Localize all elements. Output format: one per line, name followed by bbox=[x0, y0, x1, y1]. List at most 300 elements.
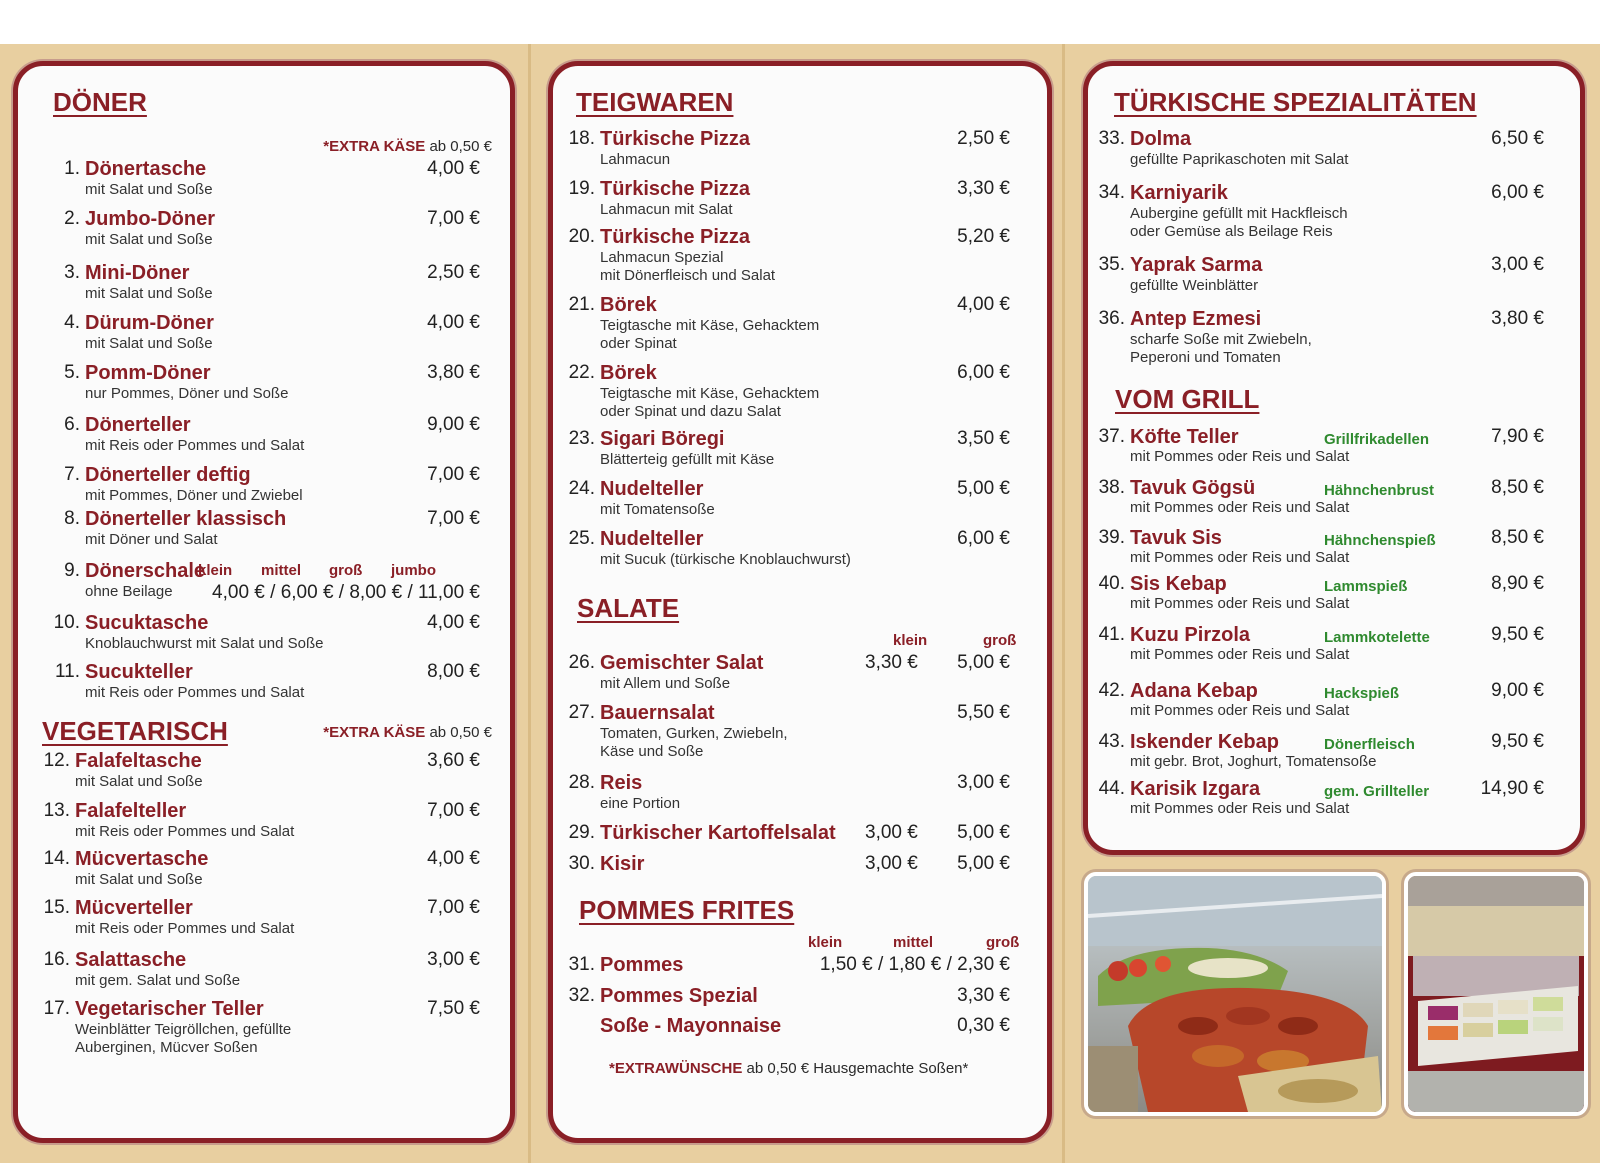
item-name: Tavuk Sis bbox=[1130, 527, 1222, 549]
item-number: 37. bbox=[1098, 426, 1125, 447]
extra-wishes-label: *EXTRAWÜNSCHE bbox=[609, 1060, 743, 1077]
item-price: 7,00 € bbox=[427, 508, 480, 529]
item-description-line: Lahmacun bbox=[600, 151, 671, 168]
item-description-line: Teigtasche mit Käse, Gehacktem bbox=[600, 385, 820, 402]
extra-wishes-note bbox=[609, 1060, 968, 1077]
item-name: Tavuk Gögsü bbox=[1130, 477, 1256, 499]
item-description bbox=[1130, 646, 1349, 664]
extra-cheese-label: *EXTRA KÄSE bbox=[323, 138, 426, 155]
section-title-grill: VOM GRILL bbox=[1115, 384, 1260, 414]
item-price: 4,00 € bbox=[957, 294, 1010, 315]
item-description bbox=[85, 684, 304, 702]
item-description-line: mit Pommes oder Reis und Salat bbox=[1130, 448, 1350, 465]
item-price: 5,20 € bbox=[957, 226, 1010, 247]
item-description bbox=[1130, 151, 1348, 169]
item-number: 1. bbox=[64, 158, 80, 179]
item-name: Adana Kebap bbox=[1130, 680, 1258, 702]
item-number: 23. bbox=[568, 428, 595, 449]
item-description-line: Lahmacun mit Salat bbox=[600, 201, 733, 218]
item-description bbox=[1130, 753, 1377, 771]
item-description bbox=[600, 501, 715, 519]
menu-item bbox=[1088, 426, 1544, 474]
item-name: Türkische Pizza bbox=[600, 128, 751, 150]
item-price: 4,00 € / 6,00 € / 8,00 € / 11,00 € bbox=[212, 582, 480, 603]
section-title-spezialitaeten: TÜRKISCHE SPEZIALITÄTEN bbox=[1114, 87, 1477, 117]
item-number: 25. bbox=[568, 528, 595, 549]
item-description-line: mit Salat und Soße bbox=[85, 285, 213, 302]
item-description-line: Knoblauchwurst mit Salat und Soße bbox=[85, 635, 324, 652]
item-number: 34. bbox=[1098, 182, 1125, 203]
menu-item bbox=[33, 949, 480, 997]
section-title-pommes: POMMES FRITES bbox=[579, 895, 795, 925]
item-price: 3,80 € bbox=[427, 362, 480, 383]
item-german-name: Lammspieß bbox=[1324, 578, 1408, 595]
item-description-line: mit Pommes oder Reis und Salat bbox=[1130, 702, 1350, 719]
item-description bbox=[75, 823, 294, 841]
item-name: Börek bbox=[600, 362, 657, 384]
item-german-name: Grillfrikadellen bbox=[1324, 431, 1430, 448]
menu-item bbox=[1088, 778, 1544, 826]
item-description bbox=[75, 1021, 291, 1057]
item-name: Sucuktasche bbox=[85, 612, 209, 634]
item-number: 8. bbox=[64, 508, 80, 529]
item-price: 9,50 € bbox=[1491, 731, 1544, 752]
item-description-line: Weinblätter Teigröllchen, gefüllte bbox=[75, 1021, 292, 1038]
item-description-line: Aubergine gefüllt mit Hackfleisch bbox=[1130, 205, 1348, 222]
menu-item bbox=[558, 478, 1010, 526]
item-number: 9. bbox=[64, 560, 80, 581]
item-description bbox=[600, 551, 851, 569]
item-description bbox=[85, 335, 213, 353]
item-number: 33. bbox=[1098, 128, 1125, 149]
menu-item bbox=[558, 362, 1010, 420]
item-description bbox=[75, 871, 203, 889]
item-number: 39. bbox=[1098, 527, 1125, 548]
menu-item bbox=[43, 158, 480, 206]
item-price: 6,50 € bbox=[1491, 128, 1544, 149]
menu-item bbox=[1088, 680, 1544, 728]
item-description bbox=[600, 317, 819, 353]
menu-item bbox=[43, 508, 480, 556]
item-description bbox=[85, 531, 218, 549]
extra-cheese-price: ab 0,50 € bbox=[429, 724, 492, 741]
menu-item bbox=[43, 464, 480, 512]
item-description-line: mit Reis oder Pommes und Salat bbox=[75, 823, 295, 840]
item-description bbox=[1130, 277, 1258, 295]
item-german-name: Lammkotelette bbox=[1324, 629, 1430, 646]
menu-item bbox=[43, 414, 480, 462]
item-german-name: Hähnchenspieß bbox=[1324, 532, 1436, 549]
item-description-line: mit Dönerfleisch und Salat bbox=[600, 267, 776, 284]
item-description bbox=[600, 725, 788, 761]
item-description-line: mit gem. Salat und Soße bbox=[75, 972, 241, 989]
item-number: 20. bbox=[568, 226, 595, 247]
section-title-salate: SALATE bbox=[577, 593, 680, 623]
menu-item bbox=[558, 128, 1010, 176]
fold-line bbox=[1062, 44, 1065, 1163]
item-name: Karniyarik bbox=[1130, 182, 1228, 204]
menu-item bbox=[558, 1015, 1010, 1063]
item-name: Türkischer Kartoffelsalat bbox=[600, 822, 836, 844]
item-number: 28. bbox=[568, 772, 595, 793]
item-price: 3,00 € bbox=[427, 949, 480, 970]
item-price-small: 3,00 € bbox=[865, 853, 918, 874]
item-description-line: mit Reis oder Pommes und Salat bbox=[85, 684, 305, 701]
item-description-line: mit Salat und Soße bbox=[85, 181, 213, 198]
item-number: 13. bbox=[43, 800, 70, 821]
item-description-line: Käse und Soße bbox=[600, 743, 704, 760]
item-description-line: mit Salat und Soße bbox=[85, 335, 213, 352]
item-description bbox=[75, 920, 294, 938]
item-description bbox=[1130, 205, 1348, 241]
menu-item bbox=[1088, 624, 1544, 672]
item-number: 10. bbox=[53, 612, 80, 633]
item-description-line: mit gebr. Brot, Joghurt, Tomatensoße bbox=[1130, 753, 1377, 770]
menu-item bbox=[1088, 731, 1544, 779]
item-price: 6,00 € bbox=[957, 362, 1010, 383]
item-name: Salattasche bbox=[75, 949, 187, 971]
item-name: Falafelteller bbox=[75, 800, 187, 822]
item-number: 26. bbox=[568, 652, 595, 673]
item-price: 4,00 € bbox=[427, 312, 480, 333]
item-number: 19. bbox=[568, 178, 595, 199]
item-price: 3,80 € bbox=[1491, 308, 1544, 329]
item-name: Türkische Pizza bbox=[600, 178, 751, 200]
food-buffet-photo bbox=[1084, 872, 1386, 1116]
item-name: Dönerteller bbox=[85, 414, 191, 436]
menu-item bbox=[1088, 128, 1544, 176]
menu-item bbox=[1088, 477, 1544, 525]
item-number: 32. bbox=[568, 985, 595, 1006]
item-description-line: nur Pommes, Döner und Soße bbox=[85, 385, 289, 402]
item-description-line: oder Gemüse als Beilage Reis bbox=[1130, 223, 1333, 240]
menu-item bbox=[43, 612, 480, 660]
item-name: Mücvertasche bbox=[75, 848, 209, 870]
item-description bbox=[75, 972, 240, 990]
item-number: 18. bbox=[568, 128, 595, 149]
item-price: 4,00 € bbox=[427, 612, 480, 633]
item-description bbox=[85, 385, 288, 403]
item-description-line: mit Salat und Soße bbox=[75, 773, 203, 790]
item-name: Antep Ezmesi bbox=[1130, 308, 1262, 330]
item-name: Yaprak Sarma bbox=[1130, 254, 1263, 276]
item-description bbox=[85, 181, 213, 199]
item-description-line: Peperoni und Tomaten bbox=[1130, 349, 1281, 366]
menu-item bbox=[33, 848, 480, 896]
item-number: 3. bbox=[64, 262, 80, 283]
item-description bbox=[600, 451, 774, 469]
extra-cheese-price: ab 0,50 € bbox=[429, 138, 492, 155]
item-description-line: mit Reis oder Pommes und Salat bbox=[85, 437, 305, 454]
section-title-teigwaren: TEIGWAREN bbox=[576, 87, 734, 117]
item-description bbox=[85, 285, 213, 303]
item-price: 3,00 € bbox=[957, 772, 1010, 793]
item-name: Börek bbox=[600, 294, 657, 316]
item-number: 6. bbox=[64, 414, 80, 435]
item-price: 6,00 € bbox=[1491, 182, 1544, 203]
item-name: Dönerteller klassisch bbox=[85, 508, 287, 530]
item-description-line: ohne Beilage bbox=[85, 583, 173, 600]
item-name: Dönertasche bbox=[85, 158, 207, 180]
item-name: Türkische Pizza bbox=[600, 226, 751, 248]
size-label: mittel bbox=[261, 562, 302, 579]
item-description-line: gefüllte Weinblätter bbox=[1130, 277, 1259, 294]
section-title-vegetarisch: VEGETARISCH bbox=[42, 716, 228, 746]
item-name: Pommes Spezial bbox=[600, 985, 758, 1007]
menu-brochure bbox=[0, 44, 1600, 1163]
item-number: 30. bbox=[568, 853, 595, 874]
item-number: 12. bbox=[43, 750, 70, 771]
item-price: 9,00 € bbox=[1491, 680, 1544, 701]
item-number: 42. bbox=[1098, 680, 1125, 701]
menu-item bbox=[33, 800, 480, 848]
menu-item bbox=[558, 772, 1010, 820]
item-description-line: Lahmacun Spezial bbox=[600, 249, 724, 266]
item-description-line: Tomaten, Gurken, Zwiebeln, bbox=[600, 725, 788, 742]
item-description bbox=[1130, 549, 1349, 567]
size-label: jumbo bbox=[391, 562, 436, 579]
menu-item bbox=[558, 702, 1010, 760]
item-number: 17. bbox=[43, 998, 70, 1019]
menu-item bbox=[558, 226, 1010, 284]
menu-item bbox=[33, 998, 480, 1056]
item-name: Kisir bbox=[600, 853, 645, 875]
item-description bbox=[1130, 499, 1349, 517]
item-number: 36. bbox=[1098, 308, 1125, 329]
item-name: Dürum-Döner bbox=[85, 312, 214, 334]
menu-item bbox=[1088, 254, 1544, 302]
item-description bbox=[85, 583, 173, 601]
item-price: 5,00 € bbox=[957, 478, 1010, 499]
item-name: Dönerteller deftig bbox=[85, 464, 251, 486]
item-price: 6,00 € bbox=[957, 528, 1010, 549]
item-price: 3,30 € bbox=[957, 178, 1010, 199]
item-description bbox=[600, 795, 680, 813]
item-number: 7. bbox=[64, 464, 80, 485]
item-description bbox=[75, 773, 203, 791]
menu-item bbox=[43, 312, 480, 360]
menu-item bbox=[43, 362, 480, 410]
item-description bbox=[1130, 702, 1349, 720]
item-description bbox=[600, 385, 819, 421]
menu-item bbox=[558, 853, 1010, 901]
item-number: 21. bbox=[568, 294, 595, 315]
item-name: Reis bbox=[600, 772, 643, 794]
salad-counter-photo bbox=[1404, 872, 1588, 1116]
item-price: 9,00 € bbox=[427, 414, 480, 435]
item-number: 40. bbox=[1098, 573, 1125, 594]
item-description bbox=[1130, 800, 1349, 818]
item-description-line: oder Spinat bbox=[600, 335, 677, 352]
item-price: 7,00 € bbox=[427, 800, 480, 821]
menu-item bbox=[558, 294, 1010, 352]
item-price: 7,00 € bbox=[427, 464, 480, 485]
menu-item bbox=[43, 661, 480, 709]
menu-item bbox=[43, 560, 480, 608]
item-german-name: gem. Grillteller bbox=[1324, 783, 1430, 800]
item-price: 4,00 € bbox=[427, 848, 480, 869]
item-description-line: mit Salat und Soße bbox=[75, 871, 203, 888]
item-price: 8,50 € bbox=[1491, 527, 1544, 548]
item-description-line: mit Sucuk (türkische Knoblauchwurst) bbox=[600, 551, 851, 568]
menu-item bbox=[43, 262, 480, 310]
menu-item bbox=[558, 528, 1010, 576]
item-name: Mücverteller bbox=[75, 897, 193, 919]
item-name: Gemischter Salat bbox=[600, 652, 764, 674]
item-description-line: mit Pommes oder Reis und Salat bbox=[1130, 549, 1350, 566]
item-price: 5,50 € bbox=[957, 702, 1010, 723]
column-header-gross: groß bbox=[986, 934, 1020, 951]
item-price: 7,50 € bbox=[427, 998, 480, 1019]
item-price: 3,00 € bbox=[1491, 254, 1544, 275]
column-header-gross: groß bbox=[983, 632, 1017, 649]
item-description-line: mit Allem und Soße bbox=[600, 675, 731, 692]
item-number: 31. bbox=[568, 954, 595, 975]
item-number: 11. bbox=[54, 661, 80, 682]
section-title-doener: DÖNER bbox=[53, 87, 147, 117]
item-german-name: Dönerfleisch bbox=[1324, 736, 1415, 753]
item-price: 5,00 € bbox=[957, 853, 1010, 874]
item-name: Mini-Döner bbox=[85, 262, 190, 284]
size-label: klein bbox=[198, 562, 233, 579]
item-description bbox=[600, 249, 775, 285]
menu-item bbox=[558, 652, 1010, 700]
menu-item bbox=[43, 208, 480, 256]
item-number: 22. bbox=[568, 362, 595, 383]
item-name: Dönerschale bbox=[85, 560, 206, 582]
item-name: Köfte Teller bbox=[1130, 426, 1239, 448]
item-number: 27. bbox=[568, 702, 595, 723]
item-description-line: mit Tomatensoße bbox=[600, 501, 715, 518]
item-price: 8,90 € bbox=[1491, 573, 1544, 594]
item-description-line: Blätterteig gefüllt mit Käse bbox=[600, 451, 775, 468]
item-name: Bauernsalat bbox=[600, 702, 715, 724]
item-number: 4. bbox=[64, 312, 80, 333]
item-description bbox=[85, 487, 303, 505]
item-description-line: Auberginen, Mücver Soßen bbox=[75, 1039, 258, 1056]
item-description bbox=[600, 675, 730, 693]
item-price-small: 3,00 € bbox=[865, 822, 918, 843]
item-name: Karisik Izgara bbox=[1130, 778, 1261, 800]
item-price: 2,50 € bbox=[957, 128, 1010, 149]
item-description bbox=[1130, 331, 1312, 367]
item-description bbox=[1130, 595, 1349, 613]
item-description-line: mit Pommes oder Reis und Salat bbox=[1130, 800, 1350, 817]
item-german-name: Hackspieß bbox=[1324, 685, 1400, 702]
item-price: 8,50 € bbox=[1491, 477, 1544, 498]
item-price: 7,00 € bbox=[427, 208, 480, 229]
extra-cheese-note bbox=[323, 724, 492, 741]
item-description bbox=[600, 151, 670, 169]
item-price: 2,50 € bbox=[427, 262, 480, 283]
item-name: Soße - Mayonnaise bbox=[600, 1015, 782, 1037]
menu-item bbox=[33, 750, 480, 798]
item-name: Pomm-Döner bbox=[85, 362, 211, 384]
item-german-name: Hähnchenbrust bbox=[1324, 482, 1435, 499]
right-menu-panel bbox=[1083, 61, 1585, 855]
extra-cheese-note bbox=[323, 138, 492, 155]
item-description bbox=[85, 437, 304, 455]
item-name: Sigari Böregi bbox=[600, 428, 725, 450]
item-price: 4,00 € bbox=[427, 158, 480, 179]
item-name: Sucukteller bbox=[85, 661, 193, 683]
item-description bbox=[85, 231, 213, 249]
item-description-line: mit Pommes oder Reis und Salat bbox=[1130, 595, 1350, 612]
item-name: Jumbo-Döner bbox=[85, 208, 215, 230]
menu-item bbox=[558, 178, 1010, 226]
item-description-line: scharfe Soße mit Zwiebeln, bbox=[1130, 331, 1312, 348]
item-number: 44. bbox=[1098, 778, 1125, 799]
item-price: 5,00 € bbox=[957, 652, 1010, 673]
column-header-klein: klein bbox=[808, 934, 843, 951]
item-description bbox=[1130, 448, 1349, 466]
item-number: 35. bbox=[1098, 254, 1125, 275]
item-number: 14. bbox=[43, 848, 70, 869]
item-description-line: mit Salat und Soße bbox=[85, 231, 213, 248]
item-number: 15. bbox=[43, 897, 70, 918]
item-description-line: eine Portion bbox=[600, 795, 681, 812]
item-name: Nudelteller bbox=[600, 478, 704, 500]
item-name: Iskender Kebap bbox=[1130, 731, 1279, 753]
menu-item bbox=[1088, 308, 1544, 366]
item-name: Kuzu Pirzola bbox=[1130, 624, 1251, 646]
item-price: 5,00 € bbox=[957, 822, 1010, 843]
item-description bbox=[85, 635, 323, 653]
item-price: 7,00 € bbox=[427, 897, 480, 918]
item-description-line: mit Döner und Salat bbox=[85, 531, 218, 548]
menu-item bbox=[558, 428, 1010, 476]
item-description-line: mit Pommes oder Reis und Salat bbox=[1130, 499, 1350, 516]
fold-line bbox=[528, 44, 531, 1163]
item-name: Dolma bbox=[1130, 128, 1192, 150]
item-description-line: mit Pommes, Döner und Zwiebel bbox=[85, 487, 303, 504]
menu-item bbox=[1088, 527, 1544, 575]
item-price: 0,30 € bbox=[957, 1015, 1010, 1036]
item-description-line: mit Reis oder Pommes und Salat bbox=[75, 920, 295, 937]
item-number: 38. bbox=[1098, 477, 1125, 498]
item-number: 24. bbox=[568, 478, 595, 499]
item-description-line: oder Spinat und dazu Salat bbox=[600, 403, 781, 420]
item-number: 43. bbox=[1098, 731, 1125, 752]
item-name: Vegetarischer Teller bbox=[75, 998, 264, 1020]
item-description-line: Teigtasche mit Käse, Gehacktem bbox=[600, 317, 820, 334]
item-price: 7,90 € bbox=[1491, 426, 1544, 447]
extra-wishes-text: ab 0,50 € Hausgemachte Soßen* bbox=[746, 1060, 969, 1077]
item-name: Nudelteller bbox=[600, 528, 704, 550]
item-number: 5. bbox=[64, 362, 80, 383]
menu-item bbox=[1088, 573, 1544, 621]
menu-item bbox=[33, 897, 480, 945]
item-price: 3,50 € bbox=[957, 428, 1010, 449]
item-name: Pommes bbox=[600, 954, 684, 976]
item-name: Sis Kebap bbox=[1130, 573, 1227, 595]
item-number: 41. bbox=[1098, 624, 1125, 645]
left-menu-panel bbox=[13, 61, 515, 1143]
menu-item bbox=[1088, 182, 1544, 240]
middle-menu-panel bbox=[548, 61, 1052, 1143]
item-number: 29. bbox=[568, 822, 595, 843]
item-price: 3,30 € bbox=[957, 985, 1010, 1006]
item-number: 16. bbox=[43, 949, 70, 970]
item-description-line: mit Pommes oder Reis und Salat bbox=[1130, 646, 1350, 663]
item-number: 2. bbox=[64, 208, 80, 229]
item-price: 14,90 € bbox=[1480, 778, 1544, 799]
item-price: 9,50 € bbox=[1491, 624, 1544, 645]
item-description bbox=[600, 201, 733, 219]
item-price: 8,00 € bbox=[427, 661, 480, 682]
item-price-small: 3,30 € bbox=[865, 652, 918, 673]
size-label: groß bbox=[329, 562, 363, 579]
